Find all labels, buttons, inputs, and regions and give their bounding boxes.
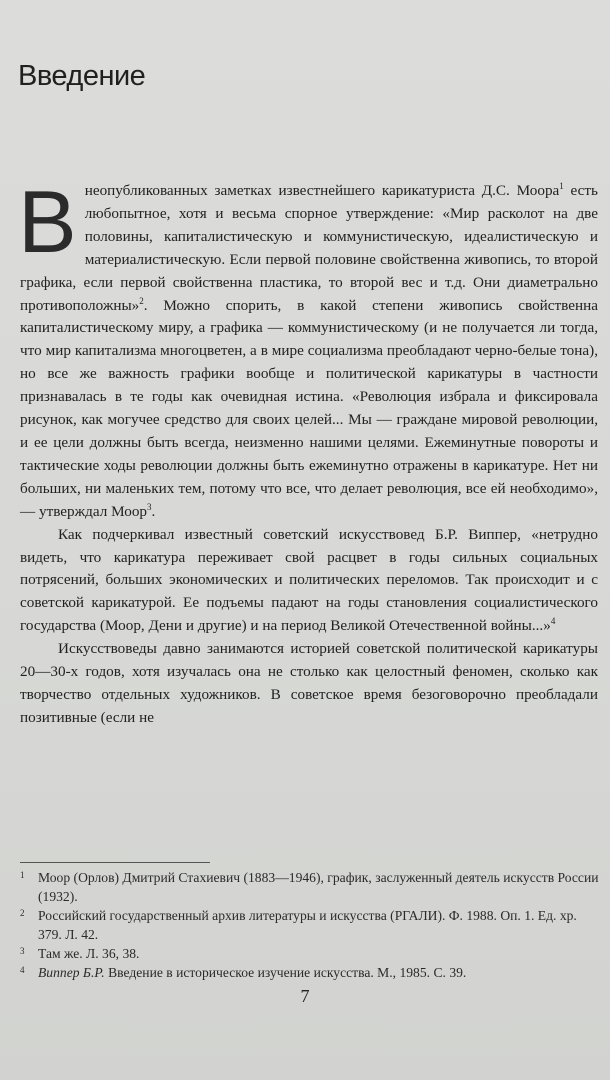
paragraph-1 (18, 172, 598, 524)
paragraph-1-part-1: неопубликованных заметках известнейшего карикатуриста Д.С. Моора (84, 182, 560, 199)
footnotes (20, 868, 600, 982)
paragraph-3: Искусствоведы давно занимаются историей советской политической карикатуры 20—30-х годов, хотя изучалась она не столько как целостный феномен, сколько как творчество отдельных художников. В советское время безоговорочно преобладали позитивные (если не (20, 640, 598, 726)
footnote-number: 1 (20, 870, 25, 880)
footnote-text: Введение в историческое изучение искусства. М., 1985. С. 39. (104, 965, 467, 980)
footnote-number: 2 (20, 908, 25, 918)
drop-cap: В (18, 172, 77, 271)
footnote-4 (20, 963, 600, 982)
paragraph-2-text: Как подчеркивал известный советский искусствовед Б.Р. Виппер, «нетрудно видеть, что карикатура переживает свой расцвет в годы сильных социальных потрясений, больших экономических и политических переломов. Так происходит и с советской карикатурой. Ее подъемы падают на годы становления социалистического государства (Моор, Дени и другие) и на период Великой Отечественной войны...» (20, 525, 598, 635)
footnote-divider (20, 862, 210, 863)
footnote-number: 4 (20, 965, 25, 975)
body-text (18, 172, 598, 730)
footnote-3 (20, 944, 600, 963)
footnote-1 (20, 868, 600, 906)
paragraph-2 (20, 524, 598, 639)
paragraph-1-part-3: . Можно спорить, в какой степени живопись свойственна капиталистическому миру, а графика — коммунистическому (и не получается ли тогда, что мир капитализма многоцветен, а в мире социализма преобладают черно-белые тона), но все же важность графики вообще и политической карикатуры в частности признавалась в те годы как очевидная истина. «Революция избрала и фиксировала рисунок, как могучее средство для своих целей... Мы — граждане мировой революции, и ее цели должны быть всегда, неизменно нашими целями. Ежеминутные повороты и тактические ходы революции должны быть ежеминутно отражены в карикатуре. Нет ни больших, ни маленьких тем, потому что все, что делает революция, все ей необходимо», — утверждал Моор (20, 296, 598, 520)
footnote-text: Там же. Л. 36, 38. (38, 946, 140, 961)
footnote-2 (20, 906, 600, 944)
footnote-ref-2[interactable]: 2 (139, 295, 144, 306)
footnote-ref-3[interactable]: 3 (147, 501, 152, 512)
footnote-ref-4[interactable]: 4 (550, 616, 556, 627)
footnote-text: Российский государственный архив литературы и искусства (РГАЛИ). Ф. 1988. Оп. 1. Ед. хр. 379. Л. 42. (38, 908, 577, 942)
footnote-author: Виппер Б.Р. (38, 965, 105, 980)
footnote-number: 3 (20, 946, 25, 956)
chapter-heading: Введение (18, 60, 146, 92)
page-number: 7 (300, 986, 310, 1006)
paragraph-1-part-4: . (151, 502, 156, 520)
footnote-text: Моор (Орлов) Дмитрий Стахиевич (1883—1946), график, заслуженный деятель искусств России (1932). (38, 870, 599, 904)
paragraph-1-part-2: есть любопытное, хотя и весьма спорное утверждение: «Мир расколот на две половины, капиталистическую и коммунистическую, идеалистическую и материалистическую. Если первой половине свойственна живопись, то второй графика, если первой свойственна пластика, то второй вес и т.д. Они диаметрально противоположны» (20, 182, 598, 314)
footnote-ref-1[interactable]: 1 (559, 180, 564, 191)
